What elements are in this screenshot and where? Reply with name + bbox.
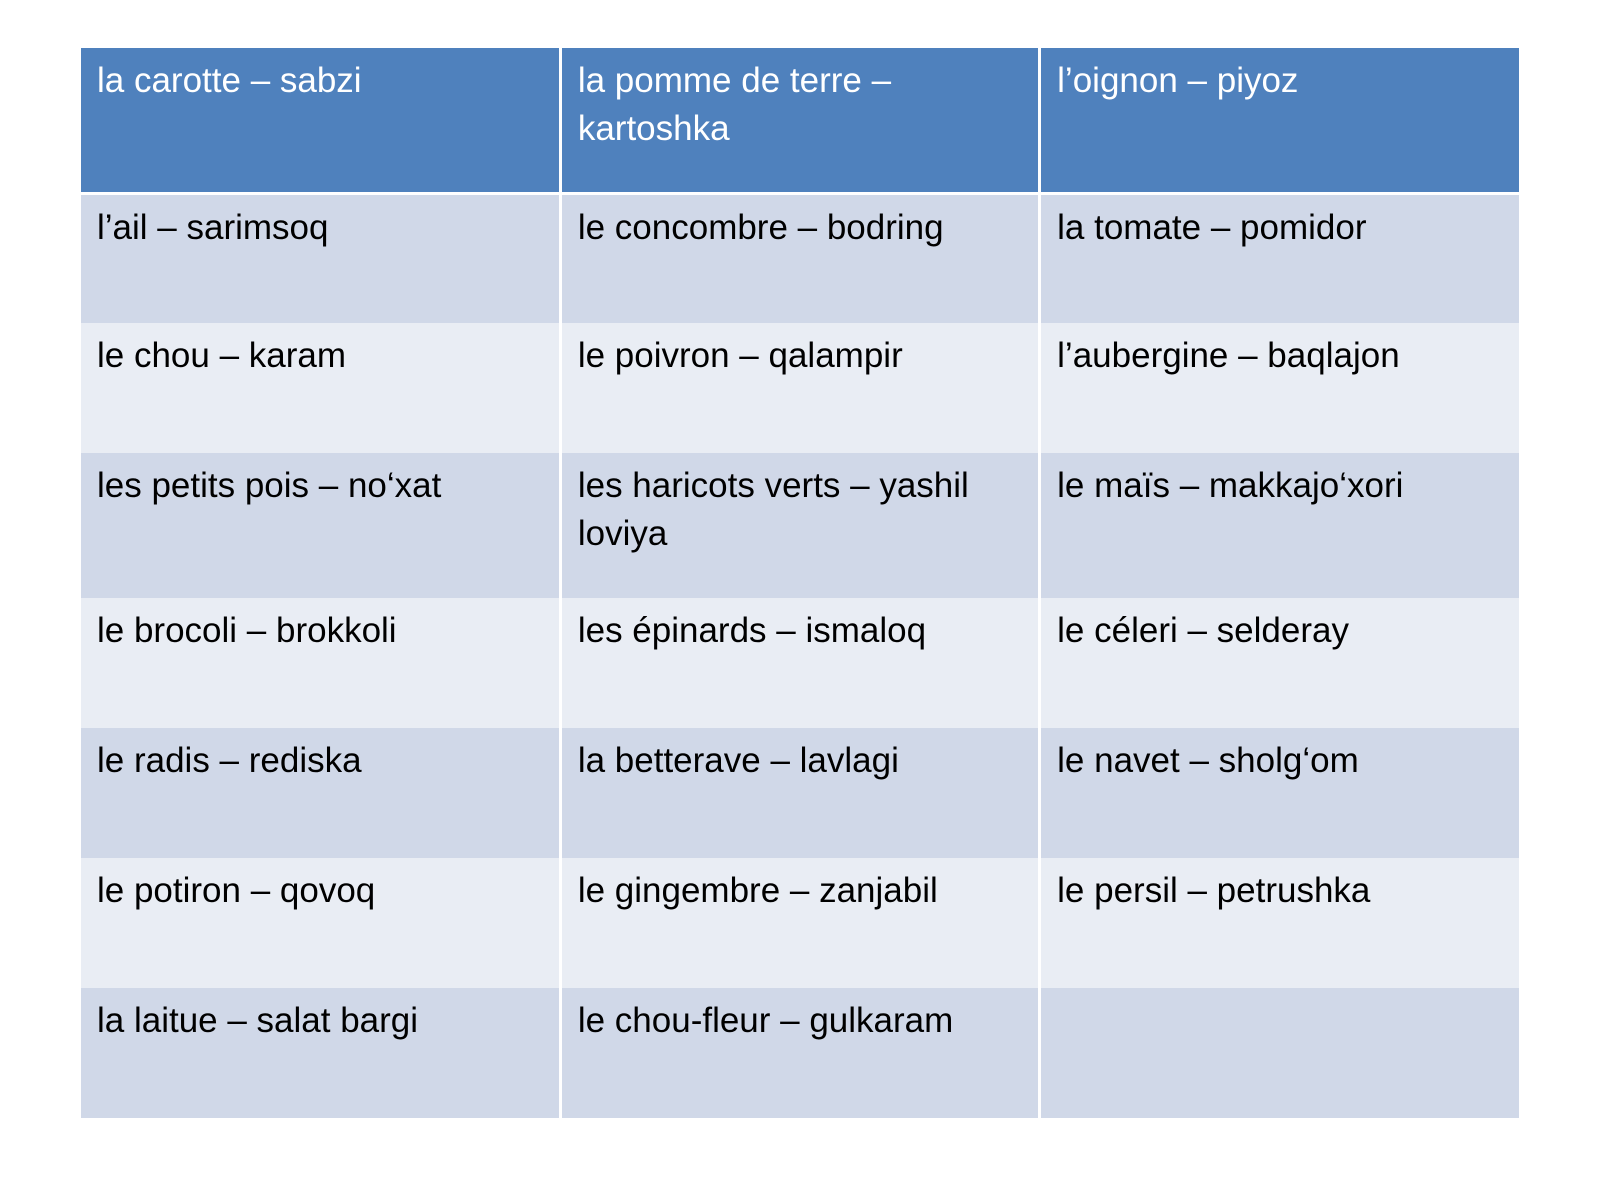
table-row [81, 323, 1519, 453]
header-cell: l’oignon – piyoz [1040, 48, 1519, 193]
table-cell: le radis – rediska [81, 728, 560, 858]
table-cell: le navet – sholg‘om [1040, 728, 1519, 858]
header-row [81, 48, 1519, 193]
table-cell: les épinards – ismaloq [560, 598, 1039, 728]
table-body [81, 193, 1519, 1118]
table-cell: le maïs – makkajo‘xori [1040, 453, 1519, 598]
table-row [81, 453, 1519, 598]
table-cell: la tomate – pomidor [1040, 193, 1519, 323]
table-cell: le potiron – qovoq [81, 858, 560, 988]
table-cell: la laitue – salat bargi [81, 988, 560, 1118]
table-row [81, 988, 1519, 1118]
table-cell: les haricots verts – yashil loviya [560, 453, 1039, 598]
table-row [81, 193, 1519, 323]
header-cell: la carotte – sabzi [81, 48, 560, 193]
table-cell: le céleri – selderay [1040, 598, 1519, 728]
table-header [81, 48, 1519, 193]
table-cell: le chou-fleur – gulkaram [560, 988, 1039, 1118]
table-row [81, 598, 1519, 728]
table-cell: le chou – karam [81, 323, 560, 453]
table-cell: le gingembre – zanjabil [560, 858, 1039, 988]
table-cell: l’aubergine – baqlajon [1040, 323, 1519, 453]
table-cell: le brocoli – brokkoli [81, 598, 560, 728]
table-cell-empty [1040, 988, 1519, 1118]
table-row [81, 858, 1519, 988]
table-cell: les petits pois – no‘xat [81, 453, 560, 598]
table-cell: le poivron – qalampir [560, 323, 1039, 453]
table-cell: le concombre – bodring [560, 193, 1039, 323]
table-cell: l’ail – sarimsoq [81, 193, 560, 323]
table-cell: la betterave – lavlagi [560, 728, 1039, 858]
table-cell: le persil – petrushka [1040, 858, 1519, 988]
header-cell: la pomme de terre – kartoshka [560, 48, 1039, 193]
vocabulary-table [81, 48, 1519, 1118]
table-row [81, 728, 1519, 858]
